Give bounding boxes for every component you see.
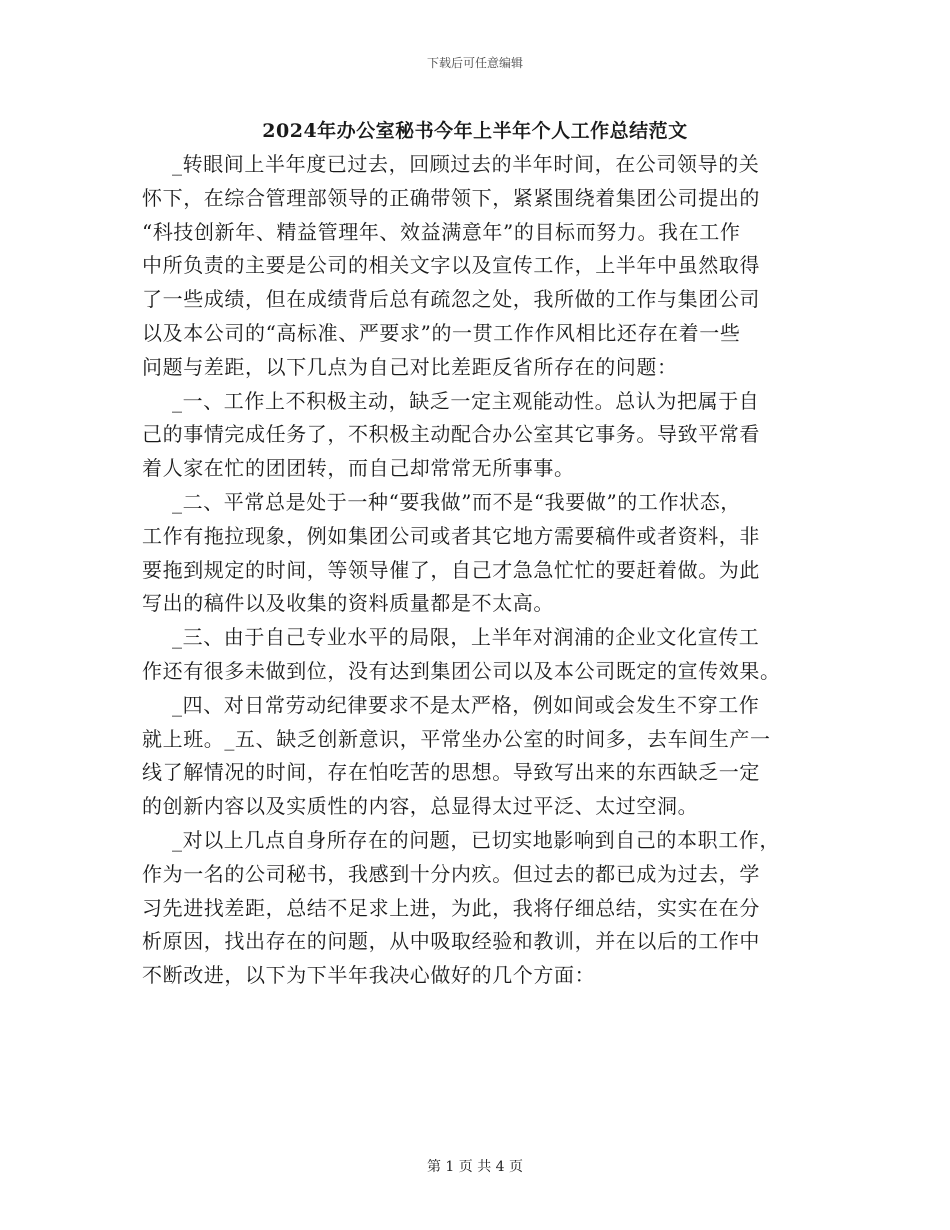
text-line: 以及本公司的“高标准、严要求”的一贯工作作风相比还存在着一些 bbox=[142, 320, 741, 345]
text-line: 线了解情况的时间，存在怕吃苦的思想。导致写出来的东西缺乏一定 bbox=[142, 760, 760, 785]
text-line: _转眼间上半年度已过去，回顾过去的半年时间，在公司领导的关 bbox=[172, 152, 760, 176]
text-line: _三、由于自己专业水平的局限，上半年对润浦的企业文化宣传工 bbox=[172, 625, 760, 650]
document-body bbox=[142, 148, 812, 993]
text-line: 的创新内容以及实质性的内容，总显得太过平泛、太过空洞。 bbox=[142, 794, 699, 819]
text-line: 问题与差距，以下几点为自己对比差距反省所存在的问题： bbox=[142, 354, 678, 379]
text-line: 怀下，在综合管理部领导的正确带领下，紧紧围绕着集团公司提出的 bbox=[142, 185, 760, 210]
text-line: 工作有拖拉现象，例如集团公司或者其它地方需要稿件或者资料，非 bbox=[142, 523, 760, 548]
text-line: _对以上几点自身所存在的问题，已切实地影响到自己的本职工作， bbox=[172, 827, 780, 852]
text-line: 作还有很多未做到位，没有达到集团公司以及本公司既定的宣传效果。 bbox=[142, 658, 781, 683]
text-line: 己的事情完成任务了，不积极主动配合办公室其它事务。导致平常看 bbox=[142, 422, 760, 447]
text-line: 中所负责的主要是公司的相关文字以及宣传工作，上半年中虽然取得 bbox=[142, 253, 760, 278]
document-title: 2024年办公室秘书今年上半年个人工作总结范文 bbox=[262, 120, 688, 142]
text-line: 习先进找差距，总结不足求上进，为此，我将仔细总结，实实在在分 bbox=[142, 895, 760, 920]
header-note: 下载后可任意编辑 bbox=[426, 56, 523, 70]
text-line: 作为一名的公司秘书，我感到十分内疚。但过去的都已成为过去，学 bbox=[142, 861, 760, 886]
text-line: 了一些成绩，但在成绩背后总有疏忽之处，我所做的工作与集团公司 bbox=[142, 287, 760, 312]
text-line: “科技创新年、精益管理年、效益满意年”的目标而努力。我在工作 bbox=[142, 219, 741, 244]
page-footer: 第 1 页 共 4 页 bbox=[426, 1159, 524, 1175]
text-line: 不断改进，以下为下半年我决心做好的几个方面： bbox=[142, 963, 596, 988]
text-line: _二、平常总是处于一种“要我做”而不是“我要做”的工作状态， bbox=[172, 489, 741, 514]
text-line: 写出的稿件以及收集的资料质量都是不太高。 bbox=[142, 591, 554, 616]
text-line: 着人家在忙的团团转，而自己却常常无所事事。 bbox=[142, 456, 575, 481]
text-line: 要拖到规定的时间，等领导催了，自己才急急忙忙的要赶着做。为此 bbox=[142, 557, 760, 582]
text-line: _四、对日常劳动纪律要求不是太严格，例如间或会发生不穿工作 bbox=[172, 692, 760, 717]
text-line: 就上班。_五、缺乏创新意识，平常坐办公室的时间多，去车间生产一 bbox=[142, 726, 771, 751]
text-line: 析原因，找出存在的问题，从中吸取经验和教训，并在以后的工作中 bbox=[142, 929, 760, 954]
text-line: _一、工作上不积极主动，缺乏一定主观能动性。总认为把属于自 bbox=[172, 388, 760, 413]
